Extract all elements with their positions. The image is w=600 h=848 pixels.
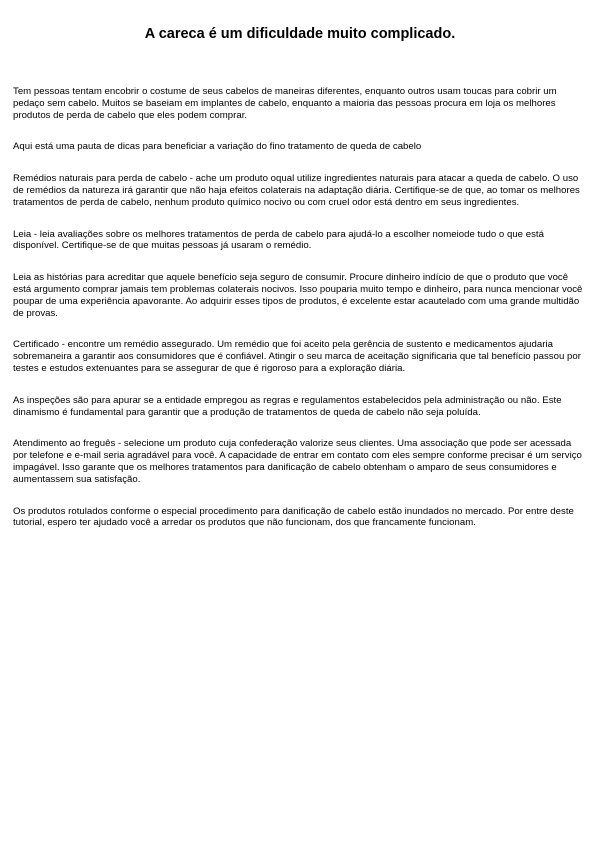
paragraph: Remédios naturais para perda de cabelo - ache um produto oqual utilize ingredientes naturais para atacar a queda de cabelo. O uso de remédios da natureza irá garantir que não haja efeitos colaterais na adaptação diária. Certifique-se de que, ao tomar os melhores tratamentos de perda de cabelo, nenhum produto químico nocivo ou com cruel odor está dentro em seus ingredientes. bbox=[13, 173, 580, 208]
document-body bbox=[13, 86, 587, 549]
paragraph: Certificado - encontre um remédio assegurado. Um remédio que foi aceito pela gerência de sustento e medicamentos ajudaria sobremaneira a garantir aos consumidores que é confiável. Atingir o seu marca de aceitação significaria que tal benefício passou por testes e estudos extenuantes para se assegurar de que é rigoroso para a exploração diária. bbox=[13, 339, 581, 374]
paragraph: Leia as histórias para acreditar que aquele benefício seja seguro de consumir. Procure dinheiro indício de que o produto que você está argumento comprar jamais tem problemas colaterais nocivos. Isso pouparia muito tempo e dinheiro, para nunca mencionar você poupar de uma experiência apavorante. Ao adquirir esses tipos de produtos, é excelente estar acautelado com uma grande multidão de provas. bbox=[13, 272, 583, 319]
paragraph: Leia - leia avaliações sobre os melhores tratamentos de perda de cabelo para ajudá-lo a escolher nomeiode tudo o que está disponível. Certifique-se de que muitas pessoas já usaram o remédio. bbox=[13, 228, 544, 252]
paragraph: Tem pessoas tentam encobrir o costume de seus cabelos de maneiras diferentes, enquanto outros usam toucas para cobrir um pedaço sem cabelo. Muitos se baseiam em implantes de cabelo, enquanto a maioria das pessoas procura em loja os melhores produtos de perda de cabelo que eles podem comprar. bbox=[13, 86, 557, 121]
page-title: A careca é um dificuldade muito complicado. bbox=[144, 26, 456, 42]
paragraph: As inspeções são para apurar se a entidade empregou as regras e regulamentos estabelecidos pela administração ou não. Este dinamismo é fundamental para garantir que a produção de tratamentos de queda de cabelo não seja poluída. bbox=[13, 394, 562, 418]
paragraph: Atendimento ao freguês - selecione um produto cuja confederação valorize seus clientes. Uma associação que pode ser acessada por telefone e e-mail seria agradável para você. A capacidade de entrar em contato com eles sempre conforme precisar é um serviço impagável. Isso garante que os melhores tratamentos para danificação de cabelo obtenham o amparo de seus consumidores e aumentassem sua satisfação. bbox=[13, 438, 582, 485]
paragraph: Os produtos rotulados conforme o especial procedimento para danificação de cabelo estão inundados no mercado. Por entre deste tutorial, espero ter ajudado você a arredar os produtos que não funcionam, dos que francamente funcionam. bbox=[13, 505, 574, 529]
paragraph: Aqui está uma pauta de dicas para beneficiar a variação do fino tratamento de queda de cabelo bbox=[13, 141, 422, 153]
